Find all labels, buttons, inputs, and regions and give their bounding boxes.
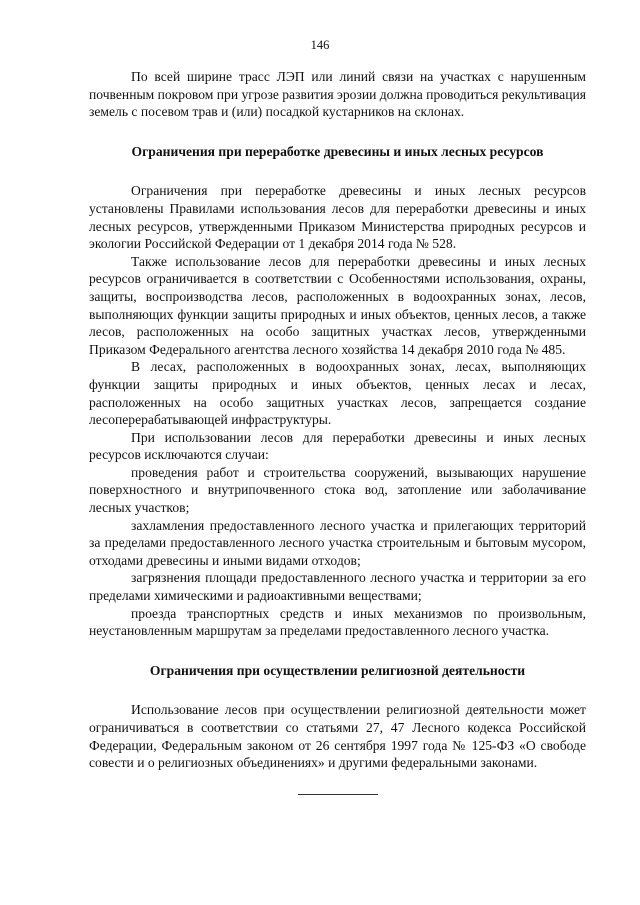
- list-item: загрязнения площади предоставленного лесного участка и территории за его пределами химическими и радиоактивными веществами;: [89, 570, 586, 604]
- list-item: захламления предоставленного лесного участка и прилегающих территорий за пределами предоставленного лесного участка строительным и бытовым мусором, отходами древесины и иными видами отходов;: [89, 517, 586, 568]
- section-heading-religious-activity: Ограничения при осуществлении религиозной деятельности: [149, 662, 526, 678]
- paragraph: Также использование лесов для переработки древесины и иных лесных ресурсов ограничивается в соответствии с Особенностями использования, охраны, защиты, воспроизводства лесов, расположенных в водоохранных зонах, лесов, выполняющих функции защиты природных и иных объектов, ценных лесов, а также лесов, расположенных на особо защитных участках лесов, утвержденными Приказом Федерального агентства лесного хозяйства 14 декабря 2010 года № 485.: [89, 253, 586, 357]
- paragraph: В лесах, расположенных в водоохранных зонах, лесах, выполняющих функции защиты природных и иных объектов, ценных лесах и лесах, расположенных на особо защитных участках лесов, запрещается создание лесоперерабатывающей инфраструктуры.: [89, 359, 586, 428]
- section-religious-activity-body: [89, 701, 586, 771]
- list-item: проведения работ и строительства сооружений, вызывающих нарушение поверхностного и внутрипочвенного стока вод, затопление или заболачивание лесных участков;: [89, 464, 586, 516]
- paragraph: Использование лесов при осуществлении религиозной деятельности может ограничиваться в соответствии со статьями 27, 47 Лесного кодекса Российской Федерации, Федеральным законом от 26 сентября 1997 года № 125-ФЗ «О свободе совести и о религиозных объединениях» и другими федеральными законами.: [89, 702, 586, 771]
- document-body: [89, 68, 586, 795]
- paragraph: При использовании лесов для переработки древесины и иных лесных ресурсов исключаются случаи:: [89, 429, 586, 463]
- paragraph: Ограничения при переработке древесины и иных лесных ресурсов установлены Правилами использования лесов для переработки древесины и иных лесных ресурсов, утвержденными Приказом Министерства природных ресурсов и экологии Российской Федерации от 1 декабря 2014 года № 528.: [89, 183, 586, 252]
- intro-paragraph: По всей ширине трасс ЛЭП или линий связи на участках с нарушенным почвенным покровом при угрозе развития эрозии должна проводиться рекультивация земель с посевом трав и (или) посадкой кустарников на склонах.: [89, 69, 586, 120]
- section-wood-processing-body: [89, 182, 586, 639]
- page-number: 146: [310, 38, 330, 52]
- list-item: проезда транспортных средств и иных механизмов по произвольным, неустановленным маршрутам за пределами предоставленного лесного участка.: [89, 605, 586, 639]
- section-heading-wood-processing: Ограничения при переработке древесины и иных лесных ресурсов: [131, 143, 544, 159]
- end-divider: [298, 794, 378, 795]
